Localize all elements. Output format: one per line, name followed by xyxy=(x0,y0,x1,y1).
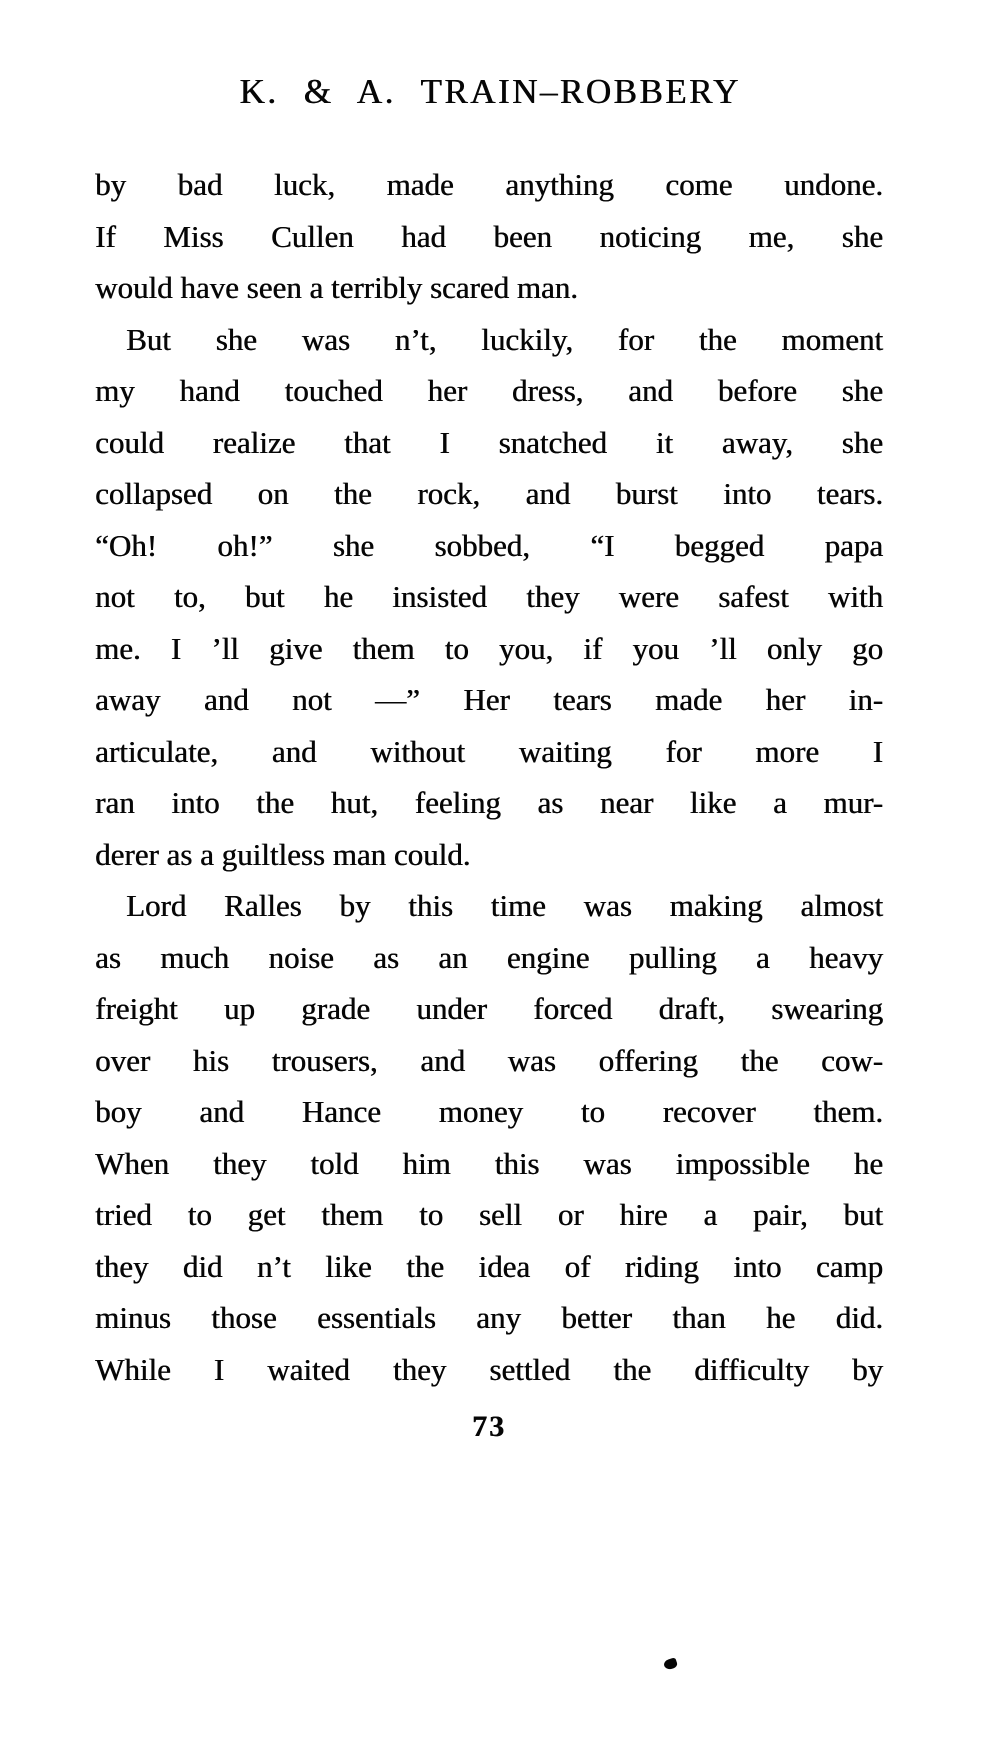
text-line: Lord Ralles by this time was making almost xyxy=(126,888,883,923)
text-line: not to, but he insisted they were safest with xyxy=(95,579,883,614)
text-line: ran into the hut, feeling as near like a mur- xyxy=(95,785,883,820)
text-line: collapsed on the rock, and burst into tears. xyxy=(95,476,883,511)
text-line: boy and Hance money to recover them. xyxy=(95,1094,883,1129)
text-line: me. I ’ll give them to you, if you ’ll only go xyxy=(95,630,883,666)
text-line: tried to get them to sell or hire a pair, but xyxy=(95,1197,883,1232)
text-line: derer as a guiltless man could. xyxy=(95,836,471,872)
page-number: 73 xyxy=(472,1410,506,1443)
text-line: While I waited they settled the difficulty by xyxy=(95,1351,883,1387)
text-line: by bad luck, made anything come undone. xyxy=(95,167,883,202)
ink-speck xyxy=(663,1657,678,1671)
text-line: away and not —” Her tears made her in- xyxy=(95,682,883,717)
text-line: freight up grade under forced draft, swearing xyxy=(95,991,883,1026)
text-line: If Miss Cullen had been noticing me, she xyxy=(95,218,883,254)
text-line: “Oh! oh!” she sobbed, “I begged papa xyxy=(95,527,883,563)
text-line: would have seen a terribly scared man. xyxy=(95,270,578,305)
text-line: minus those essentials any better than he did. xyxy=(95,1300,883,1335)
text-line: When they told him this was impossible he xyxy=(95,1145,883,1181)
text-line: articulate, and without waiting for more I xyxy=(95,733,883,769)
text-line: as much noise as an engine pulling a heavy xyxy=(95,939,883,975)
body-text xyxy=(95,159,883,1395)
text-line: over his trousers, and was offering the cow- xyxy=(95,1042,883,1078)
text-line: they did n’t like the idea of riding into camp xyxy=(95,1248,883,1284)
text-line: my hand touched her dress, and before she xyxy=(95,373,883,408)
text-line: But she was n’t, luckily, for the moment xyxy=(126,321,883,357)
text-line: could realize that I snatched it away, she xyxy=(95,424,883,460)
running-head: K. & A. TRAIN–ROBBERY xyxy=(239,72,741,111)
